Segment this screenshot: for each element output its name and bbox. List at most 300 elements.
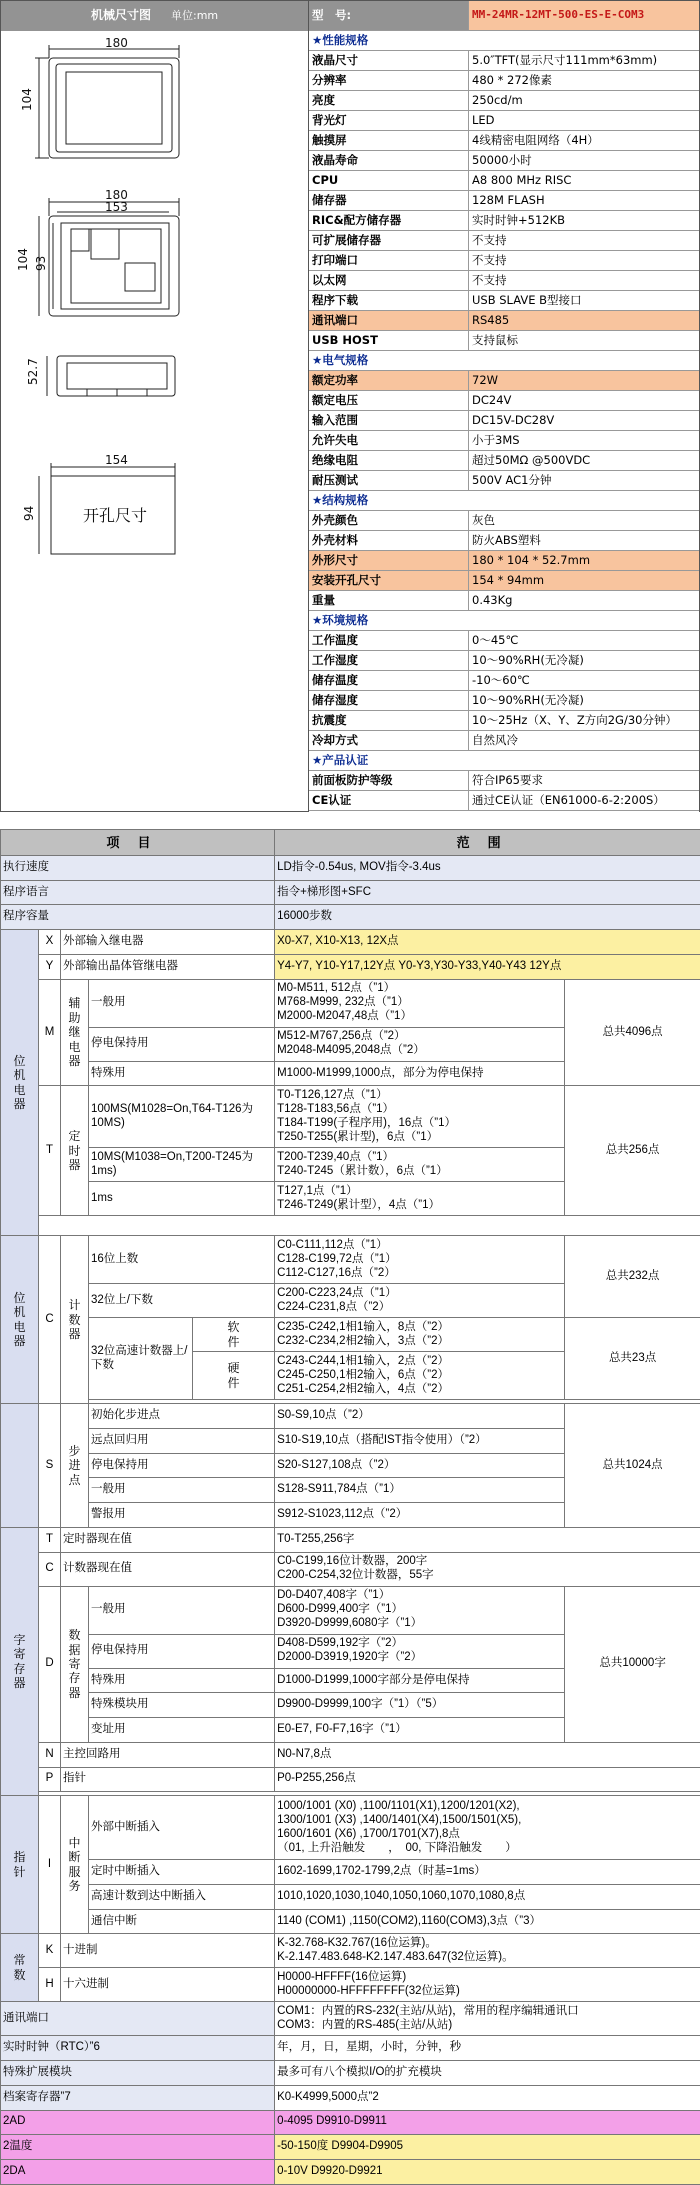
cell-line: D600-D999,400字（”1）	[277, 1603, 403, 1616]
table-cell: I	[39, 1796, 61, 1934]
spec-row	[309, 631, 699, 651]
spec-key: 程序下载	[309, 291, 469, 310]
table-cell: 总共23点	[565, 1318, 700, 1400]
table-cell	[193, 1352, 275, 1400]
cell-line: M768-M999, 232点（”1）	[277, 996, 409, 1009]
table-cell: 总共10000字	[565, 1586, 700, 1742]
table-cell	[275, 1634, 565, 1668]
spec-value: 10～90%RH(无冷凝)	[472, 693, 584, 707]
table-cell	[275, 1236, 565, 1284]
spec-value: 4线精密电阻网络（4H）	[472, 133, 599, 147]
table-cell: 2DA	[1, 2159, 275, 2184]
table-cell: -50-150度 D9904-D9905	[275, 2135, 700, 2160]
table-cell: 0-10V D9920-D9921	[275, 2159, 700, 2184]
table-cell: 停电保持用	[89, 1634, 275, 1668]
cell-line: C243-C244,1相1输入，2点（”2）	[277, 1355, 449, 1368]
vertical-char: 存	[68, 1671, 81, 1686]
table-cell	[275, 1027, 565, 1061]
table-cell: S10-S19,10点（搭配IST指令使用）（”2）	[275, 1429, 565, 1454]
vertical-char: 机	[13, 1305, 26, 1320]
spec-row	[309, 731, 699, 751]
bit-device-category-2	[1, 1236, 39, 1404]
table-cell	[275, 1182, 565, 1216]
header-range: 范围	[275, 830, 700, 856]
spec-value: 超过50MΩ @500VDC	[472, 453, 591, 467]
spec-table	[309, 0, 700, 812]
spec-value: 180 * 104 * 52.7mm	[469, 551, 699, 570]
vertical-char: 定	[68, 1129, 81, 1144]
spec-row	[309, 471, 699, 491]
vertical-char: 断	[68, 1850, 81, 1865]
table-cell: S20-S127,108点（”2）	[275, 1453, 565, 1478]
pointer-category	[1, 1796, 39, 1934]
spec-key: 外壳颜色	[309, 511, 469, 530]
spec-section-heading	[309, 611, 699, 631]
table-cell: P	[39, 1767, 61, 1792]
dim-height-front: 104	[20, 88, 34, 111]
spec-key: 储存湿度	[309, 691, 469, 710]
vertical-char: 电	[13, 1082, 26, 1097]
table-cell: 总共256点	[565, 1086, 700, 1216]
table-cell: T0-T255,256字	[275, 1527, 700, 1552]
spec-value: 154 * 94mm	[469, 571, 699, 590]
bit-device-category	[1, 930, 39, 1236]
spec-key: 冷却方式	[309, 731, 469, 750]
spec-value: 72W	[469, 371, 699, 390]
spec-section-heading	[309, 351, 699, 371]
spec-value: 符合IP65要求	[472, 773, 543, 787]
spec-value: 不支持	[472, 273, 507, 287]
spec-key: 绝缘电阻	[309, 451, 469, 470]
spec-key: 前面板防护等级	[309, 771, 469, 790]
table-row	[1, 1767, 700, 1792]
vertical-char: 针	[13, 1864, 26, 1879]
resource-table	[0, 829, 700, 2185]
spec-key: 液晶寿命	[309, 151, 469, 170]
table-cell: K0-K4999,5000点”2	[275, 2085, 700, 2110]
table-cell: 2AD	[1, 2110, 275, 2135]
table-cell: 32位上/下数	[89, 1284, 275, 1318]
table-cell: D9900-D9999,100字（”1）（”5）	[275, 1693, 565, 1718]
model-value: MM-24MR-12MT-500-ES-E-COM3	[469, 1, 699, 30]
table-row	[1, 1884, 700, 1909]
spec-value: 10～90%RH(无冷凝)	[472, 653, 584, 667]
spec-row	[309, 671, 699, 691]
vertical-char: 存	[13, 1661, 26, 1676]
table-cell: LD指令-0.54us, MOV指令-3.4us	[275, 856, 700, 881]
vertical-char: 硬	[227, 1361, 240, 1376]
table-cell: 程序语言	[1, 880, 275, 905]
table-cell: H	[39, 1968, 61, 2002]
cell-line: 1000/1001 (X0) ,1100/1101(X1),1200/1201(X2),	[277, 1800, 520, 1813]
cell-line: D408-D599,192字（”2）	[277, 1637, 403, 1650]
table-cell	[275, 2002, 700, 2036]
vertical-char: 点	[68, 1472, 81, 1487]
table-row	[1, 830, 700, 856]
spec-row	[309, 531, 699, 551]
table-cell: S128-S911,784点（”1）	[275, 1478, 565, 1503]
dim-cutout-width: 154	[105, 453, 128, 467]
vertical-char: 件	[227, 1334, 240, 1349]
spec-row	[309, 371, 699, 391]
vertical-char: 软	[227, 1320, 240, 1335]
table-row	[1, 856, 700, 881]
table-cell: 高速计数到达中断插入	[89, 1884, 275, 1909]
table-cell: 执行速度	[1, 856, 275, 881]
vertical-char: 位	[13, 1053, 26, 1068]
spec-value: USB SLAVE B型接口	[472, 293, 582, 307]
table-cell: 实时时钟（RTC）”6	[1, 2036, 275, 2061]
vertical-char: 计	[68, 1298, 81, 1313]
cell-line: T200-T239,40点（”1）	[277, 1151, 395, 1164]
cell-line: C128-C199,72点（”1）	[277, 1252, 397, 1265]
table-row	[1, 1909, 700, 1934]
spec-key: ★环境规格	[312, 613, 369, 627]
table-cell: N0-N7,8点	[275, 1742, 700, 1767]
cell-line: T0-T126,127点（”1）	[277, 1089, 388, 1102]
vertical-char: 寄	[13, 1647, 26, 1662]
cell-line: C0-C111,112点（”1）	[277, 1239, 388, 1252]
table-cell: 特殊用	[89, 1668, 275, 1693]
table-row	[1, 2159, 700, 2184]
table-row	[1, 1318, 700, 1352]
spec-key: 额定功率	[309, 371, 469, 390]
model-row: 型 号: MM-24MR-12MT-500-ES-E-COM3	[309, 1, 699, 31]
vertical-char: 辅	[68, 996, 81, 1011]
dim-cutout-height: 94	[22, 505, 36, 521]
vertical-char: 字	[13, 1632, 26, 1647]
table-cell: C	[39, 1552, 61, 1586]
spec-row	[309, 271, 699, 291]
dim-width-back: 180	[105, 188, 128, 202]
table-cell	[275, 1796, 700, 1860]
word-device-category	[1, 1527, 39, 1795]
spec-row	[309, 551, 699, 571]
table-cell: 特殊扩展模块	[1, 2061, 275, 2086]
table-cell: Y4-Y7, Y10-Y17,12Y点 Y0-Y3,Y30-Y33,Y40-Y43 12Y点	[275, 954, 700, 979]
spec-row	[309, 151, 699, 171]
vertical-char: 数	[13, 1967, 26, 1982]
cell-line: C200-C254,32位计数器，55字	[277, 1569, 434, 1582]
table-cell: 32位高速计数器上/下数	[89, 1318, 193, 1400]
table-row	[1, 2085, 700, 2110]
spec-key: 工作湿度	[309, 651, 469, 670]
table-cell: C	[39, 1236, 61, 1404]
table-cell: 总共1024点	[565, 1404, 700, 1528]
table-cell: 16000步数	[275, 905, 700, 930]
spec-key: 耐压测试	[309, 471, 469, 490]
spec-key: CE认证	[309, 791, 469, 810]
spec-row	[309, 451, 699, 471]
table-cell: 最多可有八个模拟I/O的扩充模块	[275, 2061, 700, 2086]
cell-line: T127,1点（”1）	[277, 1185, 358, 1198]
spec-key: RIC&配方储存器	[309, 211, 469, 230]
table-cell: S	[39, 1404, 61, 1528]
spec-value: 0.43Kg	[472, 593, 513, 607]
spec-value: 500V AC1分钟	[472, 473, 552, 487]
dimension-drawing-header: 机械尺寸图 单位:mm	[1, 1, 308, 31]
vertical-char: 件	[227, 1375, 240, 1390]
table-cell	[61, 1086, 89, 1216]
spec-key: ★结构规格	[312, 493, 369, 507]
spec-row	[309, 651, 699, 671]
spec-row	[309, 511, 699, 531]
spec-key: 触摸屏	[309, 131, 469, 150]
table-row	[1, 2002, 700, 2036]
vertical-char: 指	[13, 1850, 26, 1865]
table-cell: 16位上数	[89, 1236, 275, 1284]
table-cell: D	[39, 1586, 61, 1742]
table-cell: 特殊模块用	[89, 1693, 275, 1718]
table-cell	[275, 1086, 565, 1148]
spec-value: 不支持	[472, 253, 507, 267]
spec-value: 480 * 272像素	[472, 73, 552, 87]
spec-value: 防火ABS塑料	[472, 533, 541, 547]
spec-row	[309, 211, 699, 231]
cell-line: 1600/1601 (X6) ,1700/1701(X7),8点	[277, 1827, 460, 1840]
table-cell: M1000-M1999,1000点，部分为停电保持	[275, 1061, 565, 1086]
cell-line: T240-T245（累计数），6点（”1）	[277, 1164, 448, 1177]
spec-value: 灰色	[472, 513, 495, 527]
dim-width-front: 180	[105, 36, 128, 50]
table-cell: 外部输出晶体管继电器	[61, 954, 275, 979]
back-view-outline	[49, 216, 179, 316]
table-cell: D1000-D1999,1000字部分是停电保持	[275, 1668, 565, 1693]
spec-row	[309, 171, 699, 191]
table-cell	[193, 1318, 275, 1352]
table-cell: 10MS(M1038=On,T200-T245为1ms)	[89, 1148, 275, 1182]
cell-line: C232-C234,2相2输入，3点（”2）	[277, 1334, 449, 1347]
table-cell: 外部中断插入	[89, 1796, 275, 1860]
spec-key: 液晶尺寸	[309, 51, 469, 70]
table-cell	[275, 1352, 565, 1400]
spec-key: 额定电压	[309, 391, 469, 410]
spec-key: 抗震度	[309, 711, 469, 730]
spec-row	[309, 91, 699, 111]
table-cell	[61, 1236, 89, 1404]
vertical-char: 器	[68, 1327, 81, 1341]
cell-line: COM1：内置的RS-232(主站/从站)，常用的程序编辑通讯口	[277, 2005, 579, 2018]
table-cell: 0-4095 D9910-D9911	[275, 2110, 700, 2135]
spec-key: 外壳材料	[309, 531, 469, 550]
table-cell: 十六进制	[61, 1968, 275, 2002]
table-cell: 定时中断插入	[89, 1860, 275, 1885]
cell-line: C112-C127,16点（”2）	[277, 1266, 396, 1279]
table-row	[1, 1934, 700, 1968]
table-cell	[275, 979, 565, 1027]
table-cell: 年，月，日，星期，小时，分钟，秒	[275, 2036, 700, 2061]
table-cell: S912-S1023,112点（”2）	[275, 1503, 565, 1528]
dim-height-back: 104	[16, 248, 30, 271]
table-cell: 一般用	[89, 979, 275, 1027]
spec-key: ★电气规格	[312, 353, 369, 367]
header-item: 项目	[1, 830, 275, 856]
spec-key: 通讯端口	[309, 311, 469, 330]
table-cell: E0-E7, F0-F7,16字（”1）	[275, 1718, 565, 1743]
table-cell	[275, 1968, 700, 2002]
table-cell: 2温度	[1, 2135, 275, 2160]
table-row	[1, 930, 700, 955]
spec-value: LED	[472, 113, 495, 127]
spec-row	[309, 251, 699, 271]
table-cell: 停电保持用	[89, 1027, 275, 1061]
spec-value: 实时时钟+512KB	[472, 213, 566, 227]
table-row	[1, 2036, 700, 2061]
spec-value: 128M FLASH	[472, 193, 545, 207]
vertical-char: 中	[68, 1836, 81, 1851]
table-cell: 定时器现在值	[61, 1527, 275, 1552]
table-cell: 主控回路用	[61, 1742, 275, 1767]
spec-row	[309, 71, 699, 91]
spec-row	[309, 111, 699, 131]
table-row	[1, 1216, 700, 1232]
vertical-char: 器	[13, 1334, 26, 1349]
cell-line: 1300/1001 (X3) ,1400/1401(X4),1500/1501(X5),	[277, 1813, 522, 1826]
spec-row	[309, 431, 699, 451]
cell-line: D3920-D9999,6080字（”1）	[277, 1617, 423, 1630]
spec-row	[309, 591, 699, 611]
spec-section-heading	[309, 491, 699, 511]
spec-key: 分辨率	[309, 71, 469, 90]
table-cell	[275, 1284, 565, 1318]
dim-inner-height: 93	[34, 255, 48, 271]
spec-row	[309, 291, 699, 311]
vertical-char: 器	[68, 1054, 81, 1069]
table-row	[1, 1742, 700, 1767]
spec-key: USB HOST	[309, 331, 469, 350]
table-cell: 初始化步进点	[89, 1404, 275, 1429]
spec-value: DC24V	[472, 393, 512, 407]
table-row	[1, 954, 700, 979]
table-row	[1, 979, 700, 1027]
spec-key: 背光灯	[309, 111, 469, 130]
table-cell	[39, 1216, 700, 1232]
spec-row	[309, 571, 699, 591]
spec-row	[309, 791, 699, 811]
spec-value: A8 800 MHz RISC	[472, 173, 572, 187]
vertical-char: 服	[68, 1864, 81, 1879]
spec-value: -10～60℃	[472, 673, 530, 687]
table-cell: T	[39, 1527, 61, 1552]
vertical-char: 据	[68, 1642, 81, 1657]
cell-line: K-2.147.483.648-K2.147.483.647(32位运算)。	[277, 1950, 514, 1963]
dim-depth: 52.7	[26, 358, 40, 385]
table-cell	[61, 1796, 89, 1934]
table-cell: P0-P255,256点	[275, 1767, 700, 1792]
vertical-char: 电	[13, 1319, 26, 1334]
vertical-char: 器	[13, 1097, 26, 1112]
table-row	[1, 1860, 700, 1885]
spec-value: 0～45℃	[472, 633, 519, 647]
table-cell: 计数器现在值	[61, 1552, 275, 1586]
table-cell: 1140 (COM1) ,1150(COM2),1160(COM3),3点（”3）	[275, 1909, 700, 1934]
cell-line: M0-M511, 512点（”1）	[277, 982, 396, 995]
spec-key: 可扩展储存器	[309, 231, 469, 250]
table-cell	[275, 1934, 700, 1968]
table-cell: 1602-1699,1702-1799,2点（时基=1ms）	[275, 1860, 700, 1885]
spec-key: 外形尺寸	[309, 551, 469, 570]
spec-value: 小于3MS	[472, 433, 520, 447]
cell-line: C235-C242,1相1输入，8点（”2）	[277, 1321, 449, 1334]
table-row	[1, 1586, 700, 1634]
cell-line: H0000-HFFFF(16位运算)	[277, 1971, 407, 1984]
spec-row	[309, 331, 699, 351]
table-cell: 1010,1020,1030,1040,1050,1060,1070,1080,8点	[275, 1884, 700, 1909]
table-row	[1, 905, 700, 930]
table-cell: 指令+梯形图+SFC	[275, 880, 700, 905]
cell-line: K-32.768-K32.767(16位运算)。	[277, 1937, 437, 1950]
table-cell: 变址用	[89, 1718, 275, 1743]
spec-section-heading	[309, 751, 699, 771]
table-cell: 停电保持用	[89, 1453, 275, 1478]
spec-value: RS485	[469, 311, 699, 330]
spec-key: 以太网	[309, 271, 469, 290]
spec-key: 重量	[309, 591, 469, 610]
spec-row	[309, 191, 699, 211]
vertical-char: 进	[68, 1458, 81, 1473]
spec-value: 10～25Hz（X、Y、Z方向2G/30分钟）	[472, 713, 677, 727]
table-cell: X0-X7, X10-X13, 12X点	[275, 930, 700, 955]
spec-value: 通过CE认证（EN61000-6-2:200S）	[472, 793, 665, 807]
vertical-char: 数	[68, 1312, 81, 1327]
spec-row	[309, 231, 699, 251]
table-cell: 通信中断	[89, 1909, 275, 1934]
vertical-char: 时	[68, 1143, 81, 1158]
vertical-char: 继	[68, 1025, 81, 1040]
table-cell	[1, 1404, 39, 1528]
spec-value: DC15V-DC28V	[472, 413, 555, 427]
spec-key: 储存温度	[309, 671, 469, 690]
table-row	[1, 1552, 700, 1586]
table-cell	[61, 1404, 89, 1528]
vertical-char: 位	[13, 1291, 26, 1306]
table-cell: S0-S9,10点（”2）	[275, 1404, 565, 1429]
spec-key: 工作温度	[309, 631, 469, 650]
table-cell: 通讯端口	[1, 2002, 275, 2036]
spec-row	[309, 311, 699, 331]
spec-key: ★性能规格	[312, 33, 369, 47]
table-cell: X	[39, 930, 61, 955]
table-cell	[275, 1318, 565, 1352]
spec-value: 50000小时	[472, 153, 532, 167]
cell-line: （01, 上升沿触发 ， 00, 下降沿触发 ）	[277, 1841, 517, 1854]
vertical-char: 步	[68, 1444, 81, 1459]
spec-row	[309, 391, 699, 411]
spec-value: 5.0″TFT(显示尺寸111mm*63mm)	[472, 53, 658, 67]
spec-row	[309, 771, 699, 791]
spec-key: 安装开孔尺寸	[309, 571, 469, 590]
spec-value: 不支持	[472, 233, 507, 247]
table-cell	[275, 1148, 565, 1182]
table-cell: 100MS(M1028=On,T64-T126为10MS)	[89, 1086, 275, 1148]
table-cell: 特殊用	[89, 1061, 275, 1086]
spec-row	[309, 691, 699, 711]
constant-category	[1, 1934, 39, 2002]
spec-row	[309, 51, 699, 71]
spec-row	[309, 411, 699, 431]
table-cell: M	[39, 979, 61, 1086]
dimension-drawings	[1, 1, 308, 811]
cell-line: C251-C254,2相2输入，4点（”2）	[277, 1382, 449, 1395]
cell-line: C224-C231,8点（”2）	[277, 1300, 391, 1313]
spec-key: CPU	[309, 171, 469, 190]
table-row	[1, 2135, 700, 2160]
cutout-label: 开孔尺寸	[83, 506, 148, 525]
cell-line: T246-T249(累计型），4点（”1）	[277, 1198, 441, 1211]
cell-line: H00000000-HFFFFFFFF(32位运算)	[277, 1984, 460, 1997]
side-view-outline	[57, 356, 175, 396]
cell-line: T184-T199(子程序用)，16点（”1）	[277, 1116, 457, 1129]
